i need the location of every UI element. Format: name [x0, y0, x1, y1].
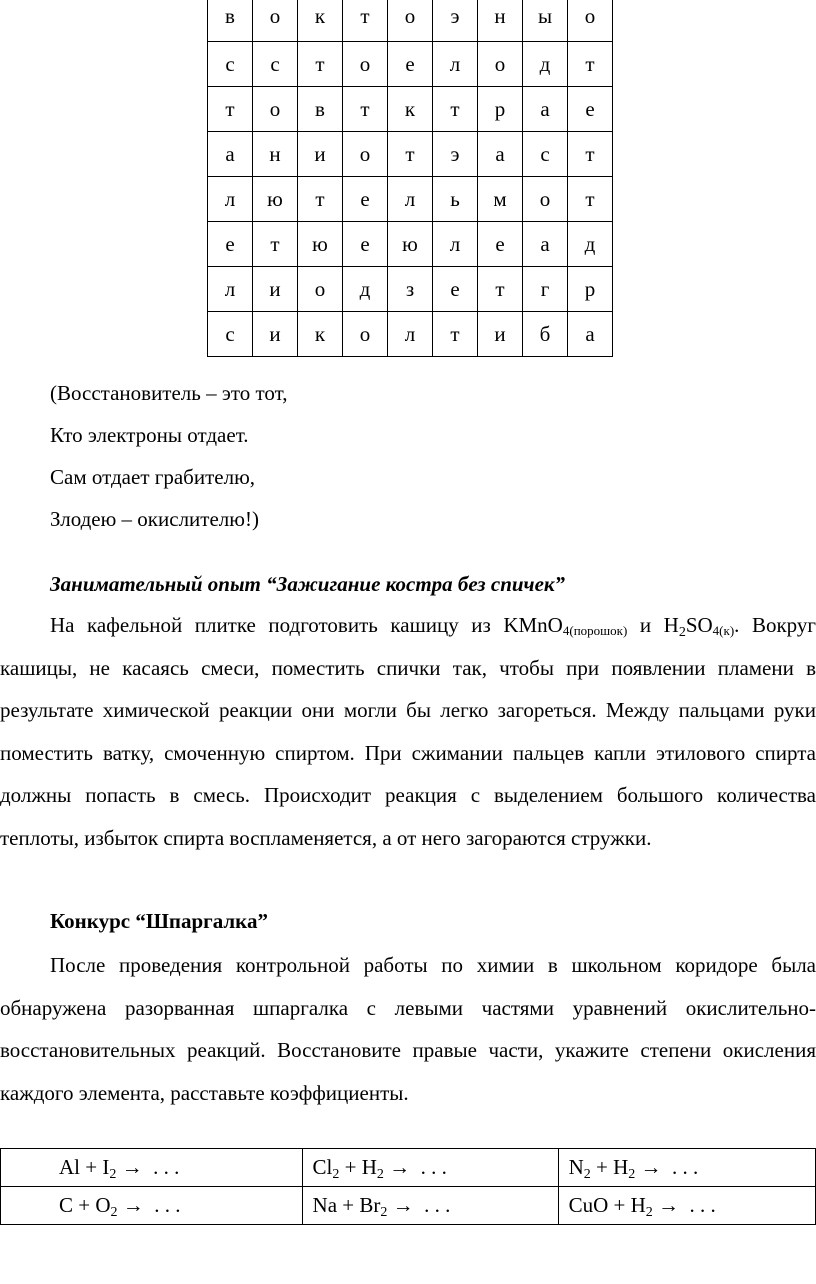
grid-cell: г: [523, 267, 568, 312]
grid-cell: н: [478, 0, 523, 42]
grid-cell: е: [433, 267, 478, 312]
grid-cell: т: [568, 132, 613, 177]
grid-cell: ю: [298, 222, 343, 267]
grid-cell: с: [253, 42, 298, 87]
grid-cell: о: [343, 312, 388, 357]
grid-cell: а: [568, 312, 613, 357]
grid-cell: с: [208, 42, 253, 87]
grid-cell: з: [388, 267, 433, 312]
grid-cell: о: [343, 132, 388, 177]
table-row: [1, 1149, 816, 1187]
grid-cell: д: [343, 267, 388, 312]
grid-cell: к: [388, 87, 433, 132]
grid-cell: о: [568, 0, 613, 42]
grid-cell: э: [433, 0, 478, 42]
grid-cell: д: [523, 42, 568, 87]
grid-cell: л: [208, 177, 253, 222]
grid-cell: е: [568, 87, 613, 132]
grid-cell: к: [298, 312, 343, 357]
grid-cell: ь: [433, 177, 478, 222]
grid-cell: е: [478, 222, 523, 267]
grid-cell: с: [523, 132, 568, 177]
equation-cell: $Na + Br_2$ → . . .: [302, 1187, 558, 1225]
grid-cell: о: [253, 0, 298, 42]
contest-paragraph: После проведения контрольной работы по химии в школьном коридоре была обнаружена разорванная шпаргалка с левыми частями уравнений окислительно-восстановительных реакций. Восстановите правые части, укажите степени окисления каждого элемента, расставьте коэффициенты.: [0, 953, 816, 1105]
grid-cell: р: [478, 87, 523, 132]
grid-cell: т: [388, 132, 433, 177]
grid-cell: т: [298, 42, 343, 87]
equation-cell: $Cl_2 + H_2$ → . . .: [302, 1149, 558, 1187]
grid-cell: е: [208, 222, 253, 267]
equation-cell: $N_2 + H_2$ → . . .: [558, 1149, 815, 1187]
grid-cell: е: [388, 42, 433, 87]
grid-cell: с: [208, 312, 253, 357]
grid-row: [208, 132, 613, 177]
grid-cell: р: [568, 267, 613, 312]
grid-cell: т: [343, 87, 388, 132]
poem-line: (Восстановитель – это тот,: [50, 381, 288, 405]
grid-cell: и: [478, 312, 523, 357]
poem-line: Кто электроны отдает.: [50, 423, 249, 447]
grid-cell: е: [343, 222, 388, 267]
grid-cell: б: [523, 312, 568, 357]
grid-cell: в: [298, 87, 343, 132]
grid-row: [208, 312, 613, 357]
grid-cell: л: [433, 42, 478, 87]
poem: [50, 372, 288, 540]
grid-cell: а: [523, 87, 568, 132]
grid-cell: а: [523, 222, 568, 267]
equation-cell: $C + O_2$ → . . .: [1, 1187, 303, 1225]
grid-cell: э: [433, 132, 478, 177]
grid-cell: т: [568, 42, 613, 87]
equation-cell: $Al + I_2$ → . . .: [1, 1149, 303, 1187]
letter-grid: [207, 0, 613, 357]
grid-cell: а: [208, 132, 253, 177]
grid-cell: в: [208, 0, 253, 42]
grid-row: [208, 42, 613, 87]
experiment-heading: Занимательный опыт “Зажигание костра без спичек”: [50, 572, 566, 596]
grid-cell: ы: [523, 0, 568, 42]
grid-cell: ю: [388, 222, 433, 267]
grid-cell: к: [298, 0, 343, 42]
grid-cell: ю: [253, 177, 298, 222]
grid-cell: т: [568, 177, 613, 222]
grid-row: [208, 267, 613, 312]
grid-cell: т: [433, 87, 478, 132]
grid-cell: о: [298, 267, 343, 312]
grid-cell: л: [208, 267, 253, 312]
grid-row: [208, 87, 613, 132]
grid-row: [208, 0, 613, 42]
grid-cell: л: [388, 312, 433, 357]
experiment-paragraph: На кафельной плитке подготовить кашицу из KMnO$_{4(порошок)}$ и $H_2SO_{4(к)}$. Вокруг кашицы, не касаясь смеси, поместить спички так, чтобы при появлении пламени в результате химической реакции они могли бы легко загореться. Между пальцами руки поместить ватку, смоченную спиртом. При сжимании пальцев капли этилового спирта должны попасть в смесь. Происходит реакция с выделением большого количества теплоты, избыток спирта воспламеняется, а от него загораются стружки.: [0, 613, 816, 850]
grid-cell: т: [253, 222, 298, 267]
grid-cell: и: [253, 312, 298, 357]
grid-cell: и: [298, 132, 343, 177]
grid-cell: о: [253, 87, 298, 132]
grid-cell: м: [478, 177, 523, 222]
grid-cell: т: [343, 0, 388, 42]
contest-heading: Конкурс “Шпаргалка”: [50, 909, 268, 933]
grid-cell: т: [298, 177, 343, 222]
grid-cell: л: [433, 222, 478, 267]
grid-cell: а: [478, 132, 523, 177]
grid-row: [208, 222, 613, 267]
grid-cell: и: [253, 267, 298, 312]
poem-line: Злодею – окислителю!): [50, 507, 259, 531]
table-row: [1, 1187, 816, 1225]
equation-cell: CuO + $H_2$ → . . .: [558, 1187, 815, 1225]
grid-cell: е: [343, 177, 388, 222]
grid-cell: о: [523, 177, 568, 222]
grid-cell: о: [388, 0, 433, 42]
grid-cell: о: [343, 42, 388, 87]
grid-cell: д: [568, 222, 613, 267]
equations-table: [0, 1148, 816, 1225]
grid-cell: т: [433, 312, 478, 357]
grid-cell: л: [388, 177, 433, 222]
grid-cell: н: [253, 132, 298, 177]
grid-row: [208, 177, 613, 222]
poem-line: Сам отдает грабителю,: [50, 465, 256, 489]
grid-cell: т: [478, 267, 523, 312]
grid-cell: о: [478, 42, 523, 87]
grid-cell: т: [208, 87, 253, 132]
